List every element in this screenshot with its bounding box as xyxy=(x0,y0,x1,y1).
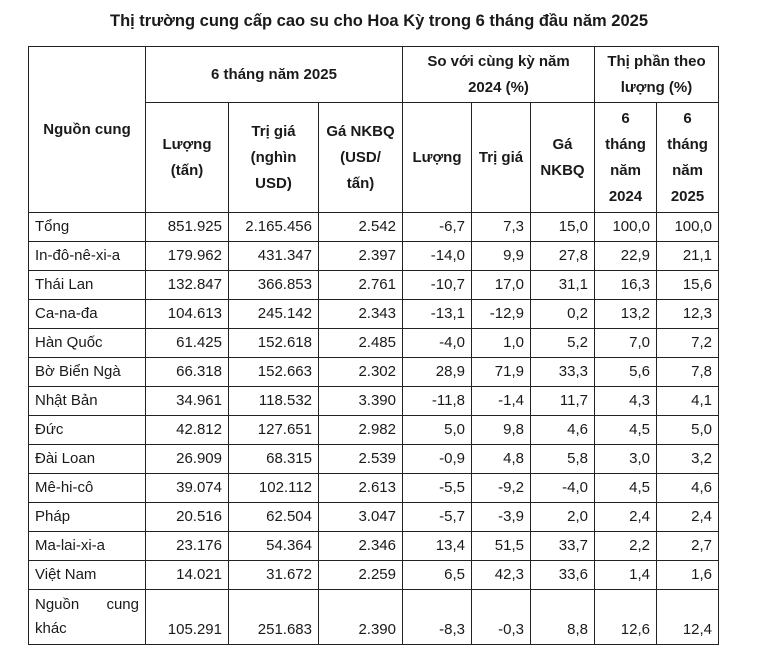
avg-price-cell: 2.390 xyxy=(319,590,403,645)
avg-price-cell: 2.539 xyxy=(319,445,403,474)
header-group-market-share: Thị phần theo lượng (%) xyxy=(595,47,719,103)
header-value: Trị giá (nghìn USD) xyxy=(229,103,319,213)
source-name-cell: Ma-lai-xi-a xyxy=(29,532,146,561)
value-cell: 62.504 xyxy=(229,503,319,532)
share-2025-cell: 15,6 xyxy=(657,271,719,300)
yoy-value-cell: 71,9 xyxy=(472,358,531,387)
header-share-2025: 6 tháng năm 2025 xyxy=(657,103,719,213)
source-name-cell: Đức xyxy=(29,416,146,445)
table-row xyxy=(29,561,719,590)
quantity-cell: 14.021 xyxy=(146,561,229,590)
header-avg-price: Gá NKBQ (USD/ tấn) xyxy=(319,103,403,213)
share-2025-cell: 5,0 xyxy=(657,416,719,445)
avg-price-cell: 2.302 xyxy=(319,358,403,387)
header-quantity: Lượng (tấn) xyxy=(146,103,229,213)
table-row xyxy=(29,416,719,445)
yoy-value-cell: -0,3 xyxy=(472,590,531,645)
yoy-quantity-cell: -4,0 xyxy=(403,329,472,358)
yoy-quantity-cell: -14,0 xyxy=(403,242,472,271)
table-row xyxy=(29,358,719,387)
quantity-cell: 61.425 xyxy=(146,329,229,358)
share-2025-cell: 2,7 xyxy=(657,532,719,561)
quantity-cell: 66.318 xyxy=(146,358,229,387)
yoy-quantity-cell: 13,4 xyxy=(403,532,472,561)
yoy-value-cell: -3,9 xyxy=(472,503,531,532)
avg-price-cell: 2.343 xyxy=(319,300,403,329)
yoy-quantity-cell: 5,0 xyxy=(403,416,472,445)
table-row xyxy=(29,387,719,416)
yoy-value-cell: 51,5 xyxy=(472,532,531,561)
rubber-supply-table xyxy=(28,46,719,645)
header-yoy-quantity: Lượng xyxy=(403,103,472,213)
yoy-value-cell: 9,8 xyxy=(472,416,531,445)
yoy-quantity-cell: -5,5 xyxy=(403,474,472,503)
yoy-quantity-cell: 28,9 xyxy=(403,358,472,387)
share-2024-cell: 4,5 xyxy=(595,474,657,503)
table-row xyxy=(29,590,719,645)
share-2024-cell: 2,2 xyxy=(595,532,657,561)
yoy-price-cell: 0,2 xyxy=(531,300,595,329)
table-row xyxy=(29,474,719,503)
quantity-cell: 179.962 xyxy=(146,242,229,271)
yoy-quantity-cell: -10,7 xyxy=(403,271,472,300)
yoy-quantity-cell: -11,8 xyxy=(403,387,472,416)
share-2025-cell: 2,4 xyxy=(657,503,719,532)
value-cell: 127.651 xyxy=(229,416,319,445)
table-row xyxy=(29,445,719,474)
source-name-cell: Ca-na-đa xyxy=(29,300,146,329)
yoy-price-cell: 5,8 xyxy=(531,445,595,474)
yoy-value-cell: 9,9 xyxy=(472,242,531,271)
table-row xyxy=(29,213,719,242)
table-title: Thị trường cung cấp cao su cho Hoa Kỳ trong 6 tháng đầu năm 2025 xyxy=(109,12,648,30)
avg-price-cell: 2.485 xyxy=(319,329,403,358)
source-name-cell: Việt Nam xyxy=(29,561,146,590)
table-row xyxy=(29,329,719,358)
share-2025-cell: 7,8 xyxy=(657,358,719,387)
share-2025-cell: 3,2 xyxy=(657,445,719,474)
table-row xyxy=(29,271,719,300)
source-name-cell: Thái Lan xyxy=(29,271,146,300)
share-2024-cell: 5,6 xyxy=(595,358,657,387)
value-cell: 245.142 xyxy=(229,300,319,329)
value-cell: 251.683 xyxy=(229,590,319,645)
share-2024-cell: 4,5 xyxy=(595,416,657,445)
yoy-price-cell: 4,6 xyxy=(531,416,595,445)
yoy-quantity-cell: -13,1 xyxy=(403,300,472,329)
table-row xyxy=(29,532,719,561)
source-name-cell: Nhật Bản xyxy=(29,387,146,416)
header-group-6-months-2025: 6 tháng năm 2025 xyxy=(146,47,403,103)
share-2025-cell: 21,1 xyxy=(657,242,719,271)
value-cell: 68.315 xyxy=(229,445,319,474)
source-name-cell: Mê-hi-cô xyxy=(29,474,146,503)
share-2024-cell: 22,9 xyxy=(595,242,657,271)
yoy-quantity-cell: -6,7 xyxy=(403,213,472,242)
share-2024-cell: 13,2 xyxy=(595,300,657,329)
yoy-price-cell: 27,8 xyxy=(531,242,595,271)
share-2024-cell: 100,0 xyxy=(595,213,657,242)
avg-price-cell: 3.047 xyxy=(319,503,403,532)
share-2025-cell: 12,3 xyxy=(657,300,719,329)
quantity-cell: 42.812 xyxy=(146,416,229,445)
header-group-yoy: So với cùng kỳ năm 2024 (%) xyxy=(403,47,595,103)
yoy-price-cell: 2,0 xyxy=(531,503,595,532)
table-row xyxy=(29,242,719,271)
value-cell: 118.532 xyxy=(229,387,319,416)
share-2024-cell: 4,3 xyxy=(595,387,657,416)
source-name-cell: Pháp xyxy=(29,503,146,532)
header-source: Nguồn cung xyxy=(29,47,146,213)
avg-price-cell: 2.397 xyxy=(319,242,403,271)
yoy-quantity-cell: 6,5 xyxy=(403,561,472,590)
yoy-value-cell: 1,0 xyxy=(472,329,531,358)
share-2024-cell: 12,6 xyxy=(595,590,657,645)
yoy-price-cell: 15,0 xyxy=(531,213,595,242)
avg-price-cell: 2.542 xyxy=(319,213,403,242)
source-name-cell: Đài Loan xyxy=(29,445,146,474)
share-2024-cell: 16,3 xyxy=(595,271,657,300)
yoy-price-cell: 33,6 xyxy=(531,561,595,590)
table-row xyxy=(29,300,719,329)
quantity-cell: 20.516 xyxy=(146,503,229,532)
share-2025-cell: 12,4 xyxy=(657,590,719,645)
value-cell: 54.364 xyxy=(229,532,319,561)
avg-price-cell: 2.982 xyxy=(319,416,403,445)
header-share-2024: 6 tháng năm 2024 xyxy=(595,103,657,213)
share-2025-cell: 7,2 xyxy=(657,329,719,358)
yoy-value-cell: -12,9 xyxy=(472,300,531,329)
table-row xyxy=(29,503,719,532)
share-2025-cell: 4,6 xyxy=(657,474,719,503)
avg-price-cell: 2.761 xyxy=(319,271,403,300)
yoy-quantity-cell: -5,7 xyxy=(403,503,472,532)
table-body xyxy=(29,213,719,645)
avg-price-cell: 3.390 xyxy=(319,387,403,416)
yoy-value-cell: 7,3 xyxy=(472,213,531,242)
value-cell: 31.672 xyxy=(229,561,319,590)
value-cell: 431.347 xyxy=(229,242,319,271)
yoy-quantity-cell: -8,3 xyxy=(403,590,472,645)
yoy-price-cell: 33,3 xyxy=(531,358,595,387)
quantity-cell: 26.909 xyxy=(146,445,229,474)
value-cell: 152.663 xyxy=(229,358,319,387)
share-2024-cell: 3,0 xyxy=(595,445,657,474)
value-cell: 2.165.456 xyxy=(229,213,319,242)
yoy-value-cell: 42,3 xyxy=(472,561,531,590)
yoy-value-cell: 17,0 xyxy=(472,271,531,300)
header-yoy-price: Gá NKBQ xyxy=(531,103,595,213)
yoy-price-cell: 11,7 xyxy=(531,387,595,416)
source-name-cell: In-đô-nê-xi-a xyxy=(29,242,146,271)
avg-price-cell: 2.613 xyxy=(319,474,403,503)
yoy-quantity-cell: -0,9 xyxy=(403,445,472,474)
quantity-cell: 132.847 xyxy=(146,271,229,300)
share-2025-cell: 1,6 xyxy=(657,561,719,590)
source-name-cell: Bờ Biển Ngà xyxy=(29,358,146,387)
quantity-cell: 23.176 xyxy=(146,532,229,561)
yoy-price-cell: 33,7 xyxy=(531,532,595,561)
share-2025-cell: 100,0 xyxy=(657,213,719,242)
yoy-value-cell: 4,8 xyxy=(472,445,531,474)
yoy-price-cell: 31,1 xyxy=(531,271,595,300)
share-2024-cell: 2,4 xyxy=(595,503,657,532)
quantity-cell: 104.613 xyxy=(146,300,229,329)
share-2024-cell: 1,4 xyxy=(595,561,657,590)
yoy-value-cell: -1,4 xyxy=(472,387,531,416)
quantity-cell: 851.925 xyxy=(146,213,229,242)
source-name-cell: Hàn Quốc xyxy=(29,329,146,358)
yoy-price-cell: 8,8 xyxy=(531,590,595,645)
value-cell: 366.853 xyxy=(229,271,319,300)
quantity-cell: 34.961 xyxy=(146,387,229,416)
yoy-price-cell: -4,0 xyxy=(531,474,595,503)
value-cell: 102.112 xyxy=(229,474,319,503)
source-name-cell: Tổng xyxy=(29,213,146,242)
yoy-value-cell: -9,2 xyxy=(472,474,531,503)
value-cell: 152.618 xyxy=(229,329,319,358)
quantity-cell: 105.291 xyxy=(146,590,229,645)
header-yoy-value: Trị giá xyxy=(472,103,531,213)
share-2024-cell: 7,0 xyxy=(595,329,657,358)
quantity-cell: 39.074 xyxy=(146,474,229,503)
share-2025-cell: 4,1 xyxy=(657,387,719,416)
avg-price-cell: 2.346 xyxy=(319,532,403,561)
source-name-cell: Nguồn cung khác xyxy=(29,590,146,645)
avg-price-cell: 2.259 xyxy=(319,561,403,590)
yoy-price-cell: 5,2 xyxy=(531,329,595,358)
